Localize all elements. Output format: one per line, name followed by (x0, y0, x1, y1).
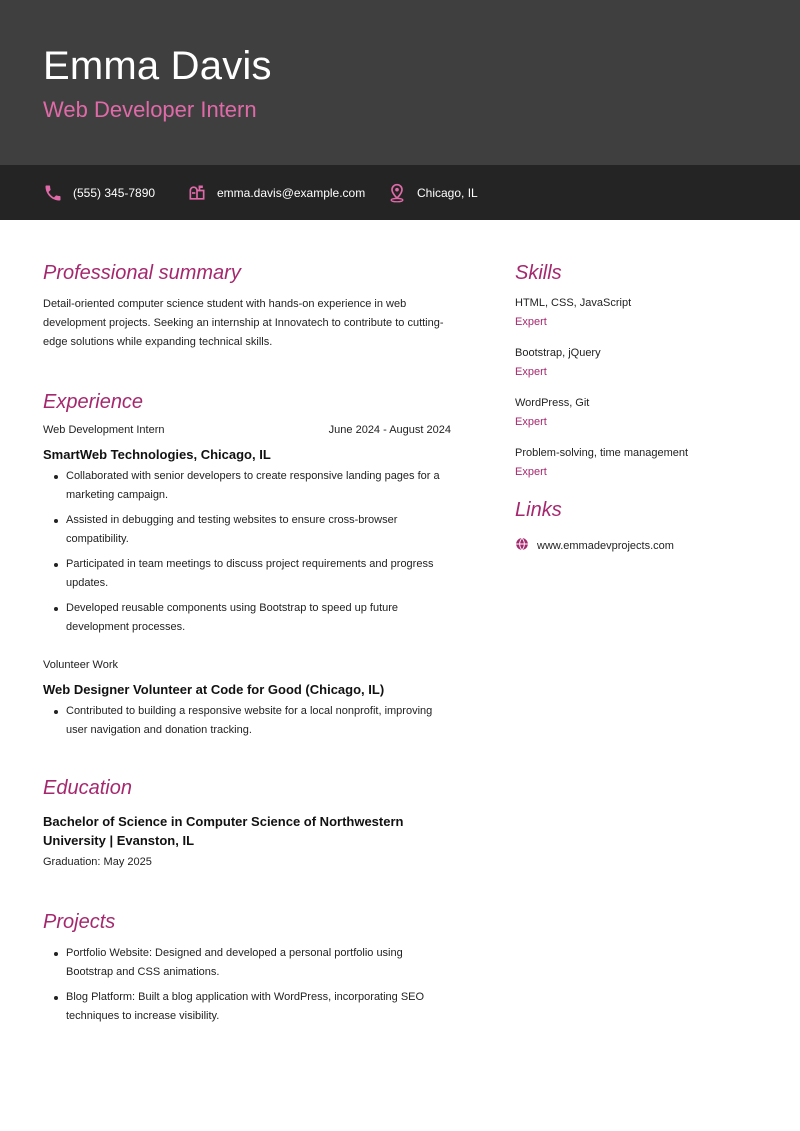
list-item: Developed reusable components using Bootstrap to speed up future development processes. (43, 599, 451, 637)
job-meta (43, 659, 451, 671)
list-item: Blog Platform: Built a blog application with WordPress, incorporating SEO techniques to increase visibility. (43, 988, 451, 1026)
projects-section (43, 911, 451, 1026)
experience-title: Experience (43, 391, 144, 413)
list-item: Participated in team meetings to discuss project requirements and progress updates. (43, 555, 451, 593)
experience-section (43, 391, 451, 740)
summary-section (43, 262, 451, 352)
list-item: Portfolio Website: Designed and developed a personal portfolio using Bootstrap and CSS animations. (43, 944, 451, 982)
skills-section (515, 262, 775, 478)
skill-level: Expert (515, 416, 547, 428)
skill-item (515, 447, 775, 478)
education-section (43, 777, 451, 872)
skill-level: Expert (515, 316, 547, 328)
links-title: Links (515, 499, 562, 521)
list-item: Collaborated with senior developers to create responsive landing pages for a marketing campaign. (43, 467, 451, 505)
job-title: SmartWeb Technologies, Chicago, IL (43, 447, 271, 462)
skill-level: Expert (515, 466, 547, 478)
side-column (515, 262, 775, 554)
job-bullets (43, 467, 451, 637)
resume-header (0, 0, 800, 165)
phone-text: (555) 345-7890 (73, 185, 156, 200)
candidate-role: Web Developer Intern (43, 97, 257, 122)
job-entry (43, 424, 451, 637)
links-section (515, 499, 775, 554)
skill-item (515, 297, 775, 328)
education-title: Education (43, 777, 132, 799)
job-meta (43, 424, 451, 436)
summary-title: Professional summary (43, 262, 241, 284)
email-text: emma.davis@example.com (217, 185, 366, 200)
list-item: Contributed to building a responsive website for a local nonprofit, improving user navigation and donation tracking. (43, 702, 451, 740)
website-link[interactable] (515, 537, 775, 554)
skill-item (515, 397, 775, 428)
contact-location (387, 165, 478, 220)
mailbox-icon (187, 183, 207, 203)
contact-email[interactable] (187, 165, 365, 220)
projects-list (43, 944, 451, 1026)
skill-level: Expert (515, 366, 547, 378)
skill-name: Problem-solving, time management (515, 447, 689, 459)
list-item: Assisted in debugging and testing websites to ensure cross-browser compatibility. (43, 511, 451, 549)
job-label: Volunteer Work (43, 659, 119, 671)
phone-icon (43, 183, 63, 203)
job-label: Web Development Intern (43, 424, 165, 436)
main-column (43, 262, 451, 1026)
candidate-name: Emma Davis (43, 44, 272, 88)
job-title: Web Designer Volunteer at Code for Good (Chicago, IL) (43, 682, 385, 697)
skill-name: HTML, CSS, JavaScript (515, 297, 632, 309)
projects-title: Projects (43, 911, 116, 933)
skills-list (515, 297, 775, 478)
website-text: www.emmadevprojects.com (537, 539, 674, 552)
degree-title: Bachelor of Science in Computer Science of Northwestern University | Evanston, IL (43, 814, 404, 848)
skill-item (515, 347, 775, 378)
globe-icon (515, 537, 537, 554)
contact-phone[interactable] (43, 165, 155, 220)
summary-text: Detail-oriented computer science student with hands-on experience in web development projects. Seeking an internship at Innovatech to contribute to cutting-edge solutions while expanding technical skills. (43, 298, 444, 348)
job-dates: June 2024 - August 2024 (328, 424, 451, 436)
contact-bar (0, 165, 800, 220)
skill-name: WordPress, Git (515, 397, 590, 409)
job-entry (43, 659, 451, 740)
map-pin-icon (387, 183, 407, 203)
location-text: Chicago, IL (417, 185, 478, 200)
skills-title: Skills (515, 262, 562, 284)
job-bullets (43, 702, 451, 740)
graduation-date: Graduation: May 2025 (43, 856, 152, 868)
skill-name: Bootstrap, jQuery (515, 347, 601, 359)
